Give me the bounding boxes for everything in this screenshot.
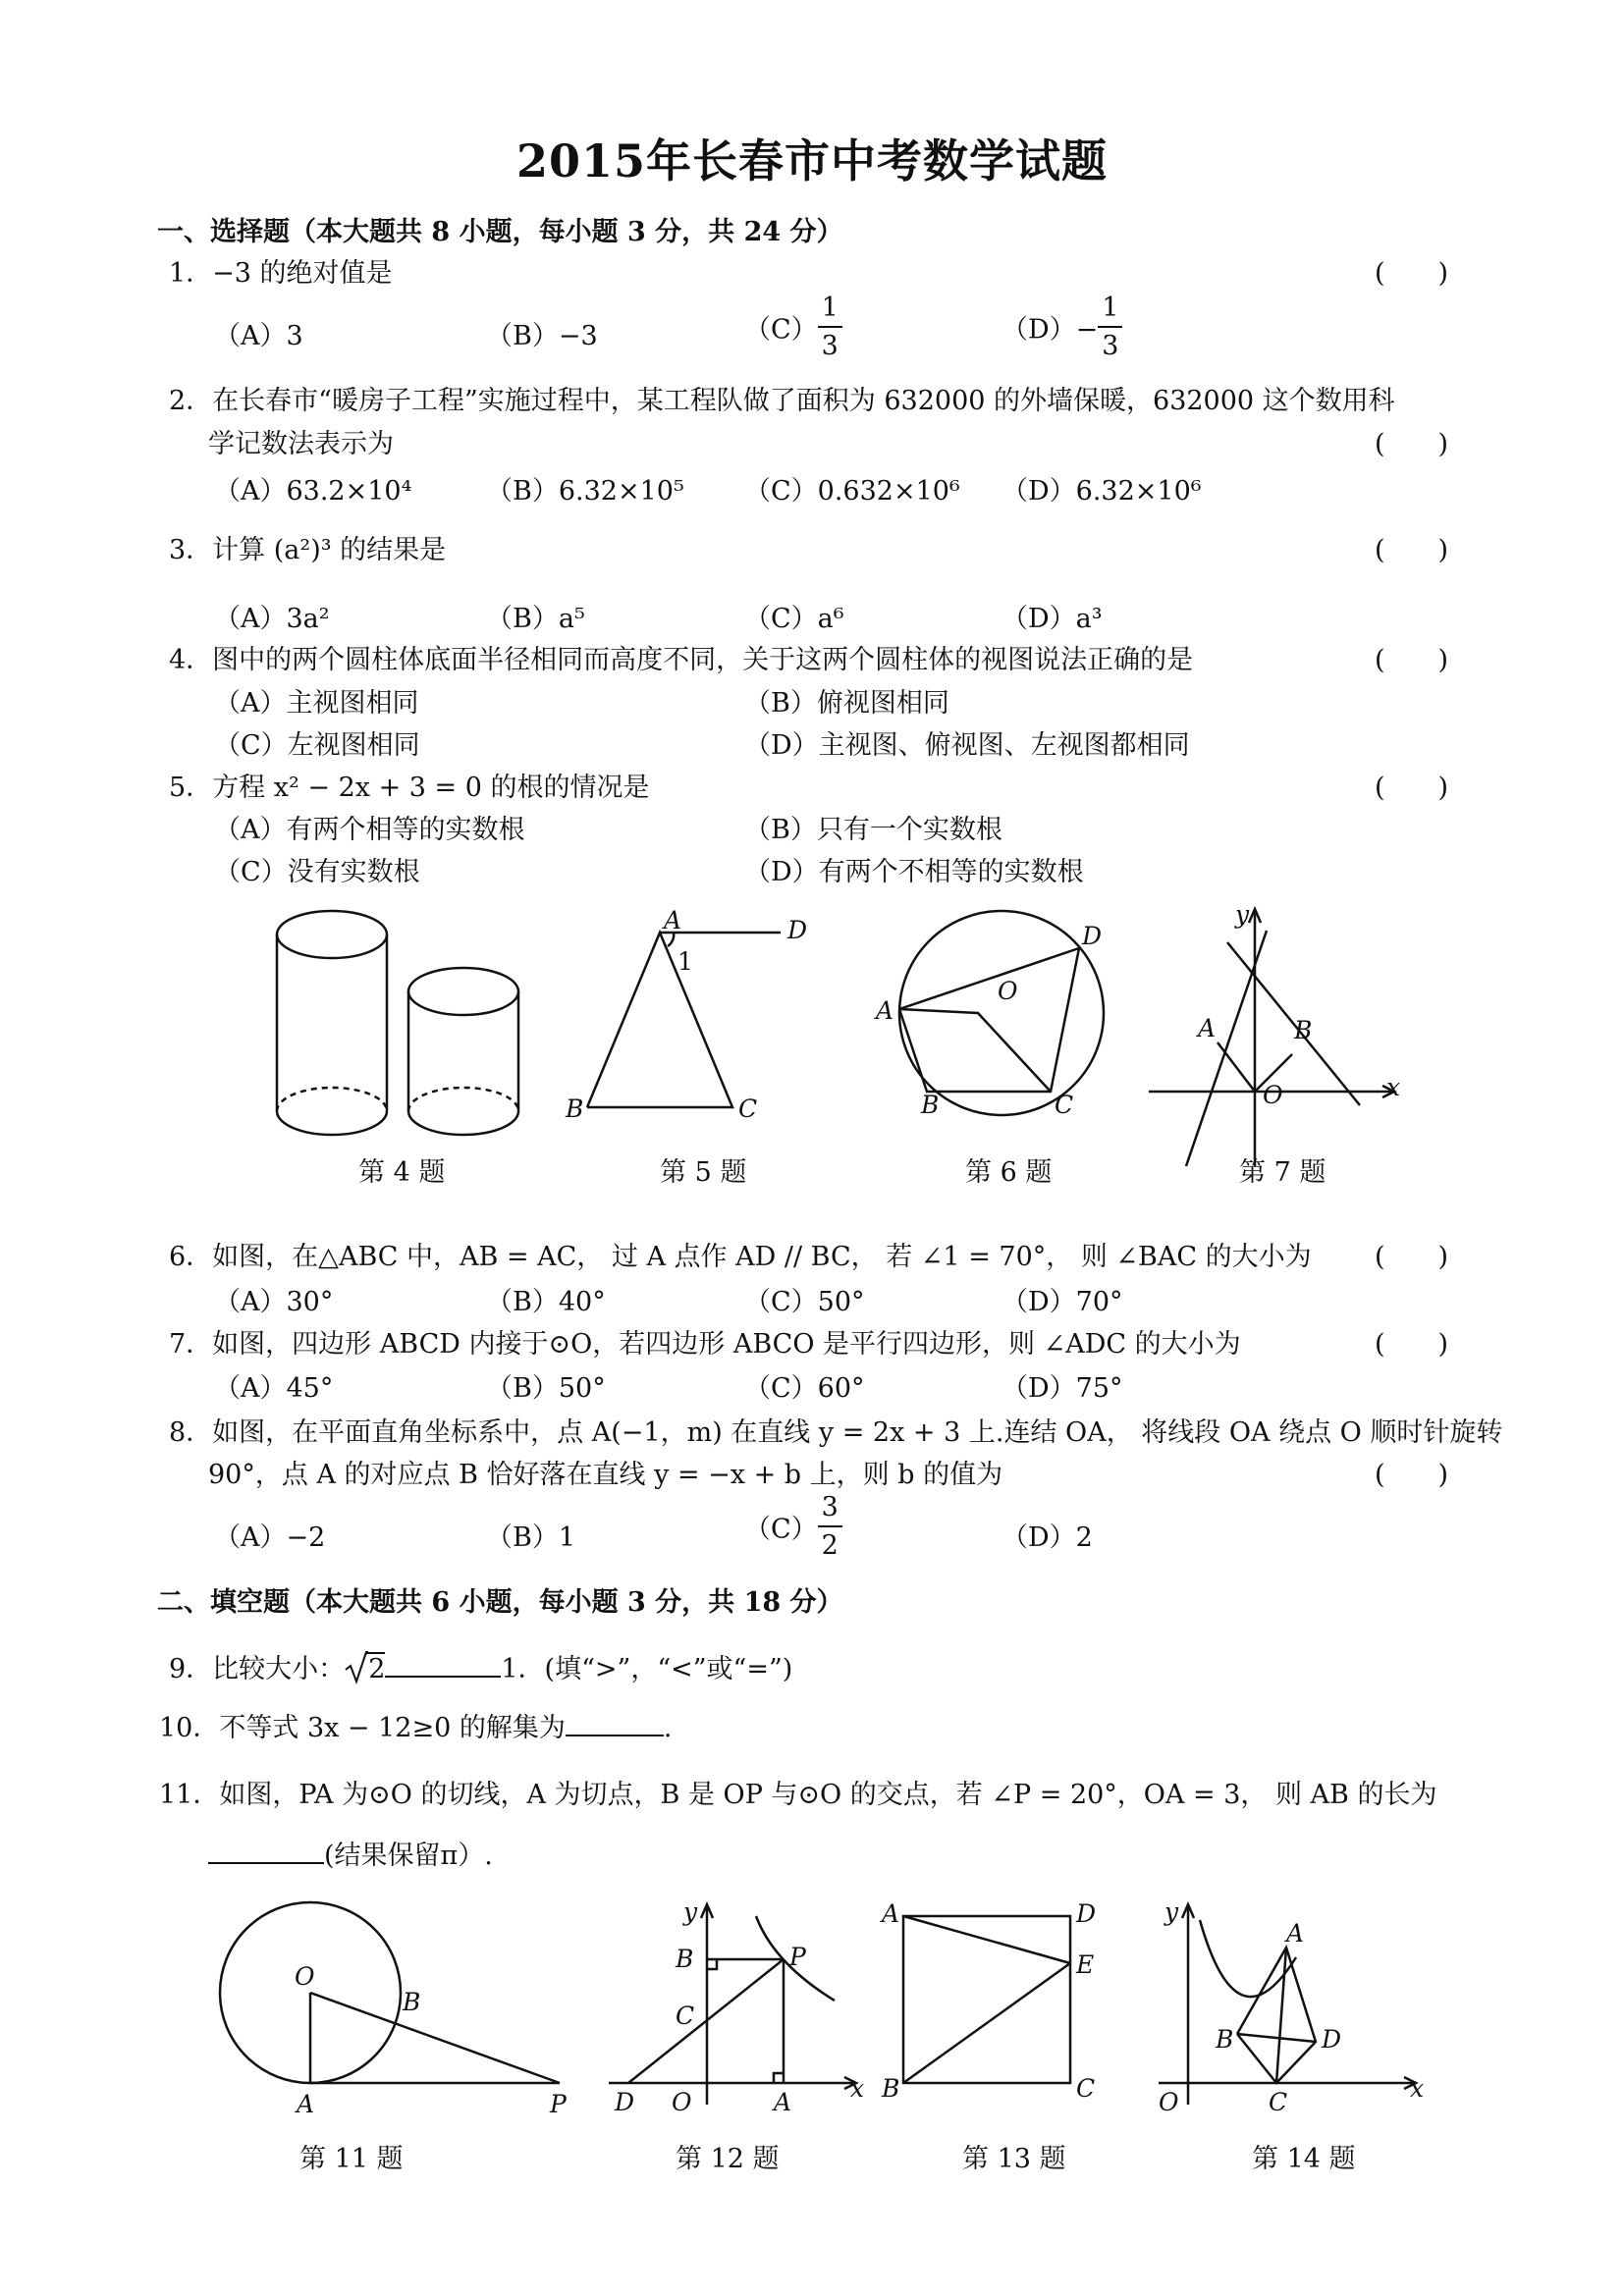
fig12-coordinate-diagram (609, 1904, 856, 2105)
fig7-coordinate-diagram (1149, 909, 1394, 1166)
q3-answer-paren: ( ) (1375, 535, 1449, 565)
fig5-label-1: 1 (677, 947, 693, 976)
q8-option-a: （A）−2 (214, 1522, 326, 1553)
caption-fig14: 第 14 题 (1252, 2144, 1356, 2174)
figure-row-2 (216, 1895, 1434, 2120)
q8-option-b: （B）1 (486, 1522, 576, 1553)
fig6-label-a: A (876, 996, 894, 1025)
q1-stem: 1．−3 的绝对值是 (169, 258, 393, 289)
q7-answer-paren: ( ) (1375, 1329, 1449, 1360)
fig5-label-d: D (787, 916, 808, 944)
caption-fig13: 第 13 题 (962, 2144, 1066, 2174)
q4-option-c: （C）左视图相同 (214, 730, 420, 761)
q6-option-a: （A）30° (214, 1287, 334, 1317)
q4-option-b: （B）俯视图相同 (744, 688, 949, 719)
q6-option-b: （B）40° (486, 1287, 606, 1317)
q8-answer-paren: ( ) (1375, 1460, 1449, 1490)
q1-option-a: （A）3 (214, 321, 303, 351)
fig11-label-b: B (403, 1988, 421, 2016)
q4-option-a: （A）主视图相同 (214, 688, 419, 719)
fig4-short-cylinder (408, 968, 518, 1135)
q1-option-c-numerator: 1 (818, 294, 842, 328)
caption-fig7: 第 7 题 (1239, 1157, 1326, 1188)
fig12-label-d: D (615, 2088, 635, 2116)
q5-stem: 5．方程 x² − 2x + 3 = 0 的根的情况是 (169, 773, 650, 803)
fig14-label-c: C (1269, 2088, 1288, 2116)
q5-option-c: （C）没有实数根 (214, 857, 420, 887)
caption-fig4: 第 4 题 (358, 1157, 446, 1188)
q8-option-c (744, 1494, 842, 1559)
q7-option-d: （D）75° (1001, 1373, 1123, 1404)
q6-option-d: （D）70° (1001, 1287, 1123, 1317)
q5-option-d: （D）有两个不相等的实数根 (744, 857, 1084, 887)
fig12-label-y: y (683, 1897, 698, 1926)
q5-answer-paren: ( ) (1375, 773, 1449, 803)
caption-fig5: 第 5 题 (660, 1157, 747, 1188)
fig11-label-p: P (550, 2090, 567, 2118)
q2-stem-line1: 2．在长春市“暖房子工程”实施过程中，某工程队做了面积为 632000 的外墙保暖，632000 这个数用科 (169, 386, 1395, 416)
q7-option-c: （C）60° (744, 1373, 865, 1404)
fig14-label-x: x (1410, 2074, 1425, 2103)
q1-option-b: （B）−3 (486, 321, 598, 351)
fig12-label-c: C (676, 2002, 695, 2030)
fig5-label-c: C (738, 1095, 758, 1123)
fig13-label-d: D (1076, 1899, 1097, 1928)
q10-stem (159, 1706, 672, 1744)
fig14-label-d: D (1322, 2025, 1342, 2054)
q5-option-a: （A）有两个相等的实数根 (214, 815, 525, 845)
q4-answer-paren: ( ) (1375, 645, 1449, 675)
q1-option-d-label: （D）− (1001, 314, 1099, 346)
q6-option-c: （C）50° (744, 1287, 865, 1317)
q3-option-a: （A）3a² (214, 604, 330, 634)
q6-stem: 6．如图，在△ABC 中，AB = AC， 过 A 点作 AD // BC， 若 ∠1 = 70°， 则 ∠BAC 的大小为 (169, 1242, 1312, 1272)
q7-option-b: （B）50° (486, 1373, 606, 1404)
q2-option-b: （B）6.32×10⁵ (486, 476, 684, 507)
fig6-label-o: O (998, 977, 1018, 1005)
q1-option-c-denominator: 3 (821, 331, 839, 361)
fig7-label-x: x (1386, 1073, 1401, 1101)
q9-prefix: 9．比较大小： (169, 1654, 346, 1684)
fig12-label-b: B (676, 1945, 694, 1973)
q6-answer-paren: ( ) (1375, 1242, 1449, 1272)
q2-option-c: （C）0.632×10⁶ (744, 476, 960, 507)
fig13-label-a: A (882, 1899, 900, 1928)
fig6-circle-diagram (899, 911, 1104, 1115)
fig13-label-c: C (1076, 2074, 1096, 2103)
page-title: 2015年长春市中考数学试题 (515, 134, 1109, 187)
caption-fig12: 第 12 题 (676, 2144, 780, 2174)
q10-suffix: . (663, 1713, 673, 1743)
q1-option-c (744, 294, 842, 359)
q5-option-b: （B）只有一个实数根 (744, 815, 1002, 845)
figure-row-1 (245, 893, 1424, 1188)
q1-option-d-denominator: 3 (1102, 331, 1119, 361)
q2-answer-paren: ( ) (1375, 429, 1449, 459)
fig5-label-b: B (566, 1095, 584, 1123)
fig11-circle-tangent (220, 1902, 560, 2083)
fig11-label-a: A (297, 2090, 315, 2118)
q9-sqrt (345, 1654, 385, 1684)
q1-answer-paren: ( ) (1375, 258, 1449, 289)
fig14-label-a: A (1286, 1919, 1305, 1948)
q8-option-c-denominator: 2 (821, 1530, 839, 1561)
q11-answer-blank[interactable] (208, 1839, 324, 1864)
q1-option-d-numerator: 1 (1098, 294, 1122, 328)
q9-radicand: 2 (368, 1654, 386, 1684)
q8-option-c-label: （C） (744, 1514, 818, 1545)
fig5-label-a: A (664, 906, 682, 934)
fig14-label-o: O (1159, 2088, 1179, 2116)
fig12-label-o: O (672, 2088, 692, 2116)
fig14-label-b: B (1216, 2025, 1234, 2054)
fig6-label-b: B (921, 1091, 940, 1119)
caption-fig6: 第 6 题 (965, 1157, 1053, 1188)
q10-answer-blank[interactable] (566, 1711, 664, 1736)
fig13-square-diagram (903, 1916, 1070, 2083)
fig13-label-e: E (1076, 1950, 1095, 1979)
q9-stem (169, 1647, 792, 1685)
section-2-header: 二、填空题（本大题共 6 小题，每小题 3 分，共 18 分） (157, 1587, 843, 1618)
q3-option-d: （D）a³ (1001, 604, 1103, 634)
fig14-label-y: y (1164, 1897, 1179, 1926)
fig7-label-o: O (1263, 1081, 1283, 1109)
fig7-label-a: A (1198, 1014, 1217, 1042)
fig12-label-a: A (774, 2088, 792, 2116)
fig4-tall-cylinder (277, 911, 387, 1135)
q11-stem-line2 (208, 1834, 493, 1872)
q4-option-d: （D）主视图、俯视图、左视图都相同 (744, 730, 1190, 761)
q2-option-a: （A）63.2×10⁴ (214, 476, 412, 507)
q3-stem: 3．计算 (a²)³ 的结果是 (169, 535, 447, 565)
q4-stem: 4．图中的两个圆柱体底面半径相同而高度不同，关于这两个圆柱体的视图说法正确的是 (169, 645, 1194, 675)
fig6-label-c: C (1055, 1091, 1074, 1119)
fig12-label-p: P (789, 1943, 806, 1971)
q3-option-c: （C）a⁶ (744, 604, 844, 634)
q1-option-d (1001, 294, 1122, 359)
q9-answer-blank[interactable] (385, 1652, 501, 1678)
caption-fig11: 第 11 题 (299, 2144, 404, 2174)
fig7-label-y: y (1235, 900, 1250, 929)
q1-option-c-label: （C） (744, 314, 818, 346)
q9-suffix: 1．(填“>”，“<”或“=”) (501, 1654, 793, 1684)
fig11-label-o: O (295, 1962, 315, 1991)
q8-option-d: （D）2 (1001, 1522, 1093, 1553)
fig12-label-x: x (850, 2074, 865, 2103)
q7-stem: 7．如图，四边形 ABCD 内接于⊙O，若四边形 ABCO 是平行四边形，则 ∠ADC 的大小为 (169, 1329, 1241, 1360)
section-1-header: 一、选择题（本大题共 8 小题，每小题 3 分，共 24 分） (157, 217, 843, 247)
q3-option-b: （B）a⁵ (486, 604, 585, 634)
fig13-label-b: B (882, 2074, 900, 2103)
radical-sign-icon (345, 1650, 368, 1685)
q7-option-a: （A）45° (214, 1373, 334, 1404)
q2-stem-line2: 学记数法表示为 (208, 429, 394, 459)
fig6-label-d: D (1082, 922, 1103, 950)
q11-stem-line1: 11．如图，PA 为⊙O 的切线，A 为切点，B 是 OP 与⊙O 的交点，若 ∠P = 20°，OA = 3， 则 AB 的长为 (159, 1780, 1437, 1810)
q10-prefix: 10．不等式 3x − 12≥0 的解集为 (159, 1713, 566, 1743)
q8-stem-line1: 8．如图，在平面直角坐标系中，点 A(−1，m) 在直线 y = 2x + 3 上.连结 OA， 将线段 OA 绕点 O 顺时针旋转 (169, 1417, 1503, 1448)
fig7-label-b: B (1294, 1016, 1313, 1044)
q8-option-c-numerator: 3 (818, 1494, 842, 1527)
q11-suffix: (结果保留π）. (324, 1841, 493, 1871)
q8-stem-line2: 90°，点 A 的对应点 B 恰好落在直线 y = −x + b 上，则 b 的值为 (208, 1460, 1003, 1490)
q2-option-d: （D）6.32×10⁶ (1001, 476, 1202, 507)
